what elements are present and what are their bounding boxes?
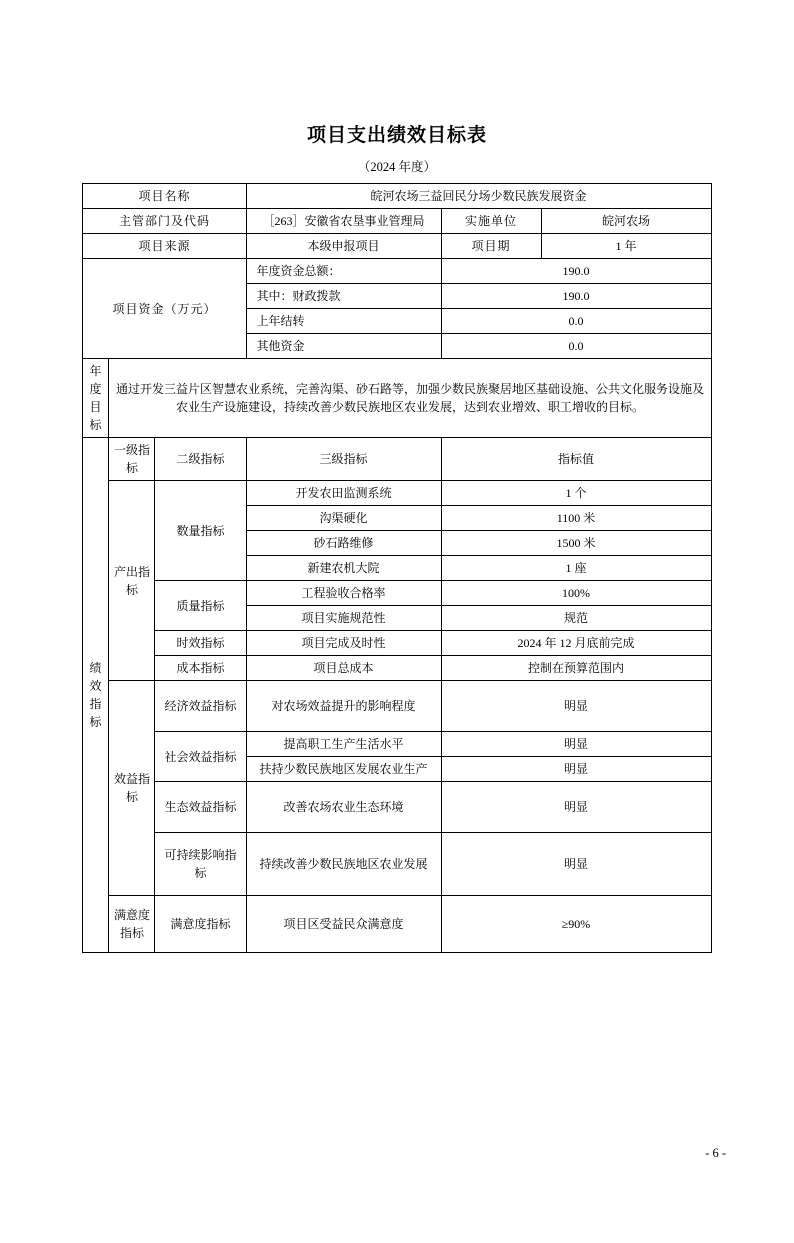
annual-goal-text: 通过开发三益片区智慧农业系统，完善沟渠、砂石路等，加强少数民族聚居地区基础设施、公共文化服务设施及农业生产设施建设，持续改善少数民族地区农业发展，达到农业增效、职工增收的目标。	[109, 359, 711, 438]
indicator-name: 工程验收合格率	[246, 581, 441, 606]
unit-label: 实施单位	[441, 209, 541, 234]
indicator-value: 2024 年 12 月底前完成	[441, 631, 711, 656]
indicator-value: 1 座	[441, 556, 711, 581]
funds-row-name: 其他资金	[246, 334, 441, 359]
table-row-indicator	[83, 631, 711, 656]
indicator-name: 项目总成本	[246, 656, 441, 681]
indicator-name: 扶持少数民族地区发展农业生产	[246, 757, 441, 782]
indicator-name: 项目实施规范性	[246, 606, 441, 631]
indicator-name: 提高职工生产生活水平	[246, 732, 441, 757]
indicator-value: 控制在预算范围内	[441, 656, 711, 681]
table-row-annual-goal	[83, 359, 711, 438]
indicator-name: 项目完成及时性	[246, 631, 441, 656]
indicator-value: 明显	[441, 681, 711, 732]
level2-ecological: 生态效益指标	[155, 782, 246, 833]
table-row-indicator	[83, 896, 711, 953]
period-label: 项目期	[441, 234, 541, 259]
source-label: 项目来源	[83, 234, 246, 259]
header-value: 指标值	[441, 438, 711, 481]
source-value: 本级申报项目	[246, 234, 441, 259]
annual-goal-label: 年度目标	[83, 359, 109, 438]
page-subtitle: （2024 年度）	[357, 160, 437, 174]
indicator-name: 新建农机大院	[246, 556, 441, 581]
table-row-indicator	[83, 681, 711, 732]
document-page	[0, 120, 794, 1243]
project-name-label: 项目名称	[83, 184, 246, 209]
header-level2: 二级指标	[155, 438, 246, 481]
indicator-name: 持续改善少数民族地区农业发展	[246, 833, 441, 896]
indicator-name: 对农场效益提升的影响程度	[246, 681, 441, 732]
period-value: 1 年	[541, 234, 711, 259]
table-row-indicator	[83, 732, 711, 757]
funds-row-name: 其中：财政拨款	[246, 284, 441, 309]
department-value: ［263］安徽省农垦事业管理局	[246, 209, 441, 234]
performance-target-table	[82, 183, 711, 953]
table-row-indicator	[83, 833, 711, 896]
level2-quantity: 数量指标	[155, 481, 246, 581]
table-row-indicator	[83, 481, 711, 506]
indicator-value: 规范	[441, 606, 711, 631]
indicator-value: 1 个	[441, 481, 711, 506]
level2-sustainable: 可持续影响指标	[155, 833, 246, 896]
performance-label: 绩效指标	[83, 438, 109, 953]
table-row-funds-total	[83, 259, 711, 284]
table-row-indicator	[83, 782, 711, 833]
indicator-name: 改善农场农业生态环境	[246, 782, 441, 833]
table-row-department	[83, 209, 711, 234]
indicator-value: 明显	[441, 732, 711, 757]
project-name-value: 皖河农场三益回民分场少数民族发展资金	[246, 184, 711, 209]
indicator-name: 砂石路维修	[246, 531, 441, 556]
indicator-name: 沟渠硬化	[246, 506, 441, 531]
page-title: 项目支出绩效目标表	[306, 125, 487, 146]
indicator-value: 1100 米	[441, 506, 711, 531]
funds-label: 项目资金（万元）	[83, 259, 246, 359]
level1-benefit: 效益指标	[109, 681, 155, 896]
level2-cost: 成本指标	[155, 656, 246, 681]
level2-quality: 质量指标	[155, 581, 246, 631]
page-number: - 6 -	[705, 1146, 726, 1160]
funds-row-value: 190.0	[441, 284, 711, 309]
indicator-value: 明显	[441, 782, 711, 833]
table-row-source	[83, 234, 711, 259]
level2-economic: 经济效益指标	[155, 681, 246, 732]
table-row-indicator	[83, 656, 711, 681]
header-level1: 一级指标	[109, 438, 155, 481]
funds-row-value: 0.0	[441, 309, 711, 334]
indicator-name: 项目区受益民众满意度	[246, 896, 441, 953]
department-label: 主管部门及代码	[83, 209, 246, 234]
level1-satisfaction: 满意度指标	[109, 896, 155, 953]
header-level3: 三级指标	[246, 438, 441, 481]
funds-row-value: 190.0	[441, 259, 711, 284]
table-row-project-name	[83, 184, 711, 209]
indicator-value: 明显	[441, 757, 711, 782]
level2-social: 社会效益指标	[155, 732, 246, 782]
indicator-value: 明显	[441, 833, 711, 896]
indicator-name: 开发农田监测系统	[246, 481, 441, 506]
indicator-value: 100%	[441, 581, 711, 606]
indicator-value: 1500 米	[441, 531, 711, 556]
funds-row-value: 0.0	[441, 334, 711, 359]
table-row-performance-header	[83, 438, 711, 481]
level2-timeliness: 时效指标	[155, 631, 246, 656]
funds-row-name: 年度资金总额：	[246, 259, 441, 284]
table-row-indicator	[83, 581, 711, 606]
funds-row-name: 上年结转	[246, 309, 441, 334]
level1-output: 产出指标	[109, 481, 155, 681]
indicator-value: ≥90%	[441, 896, 711, 953]
unit-value: 皖河农场	[541, 209, 711, 234]
level2-satisfaction: 满意度指标	[155, 896, 246, 953]
